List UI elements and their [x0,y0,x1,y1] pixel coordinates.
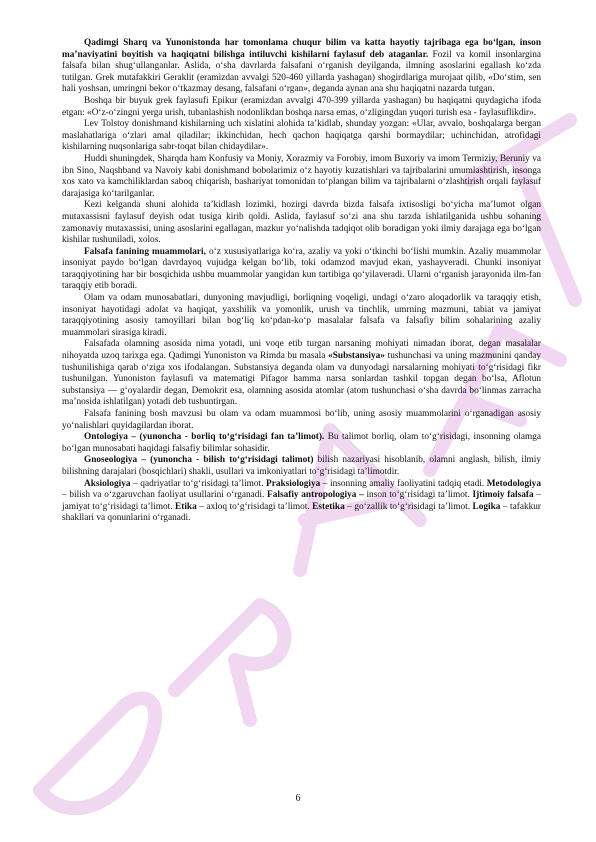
paragraph-text: – tafakkur shakllari va qonunlarini o‘rganadi. [62,501,542,524]
paragraph-text: Bu talimot borliq, olam to‘g‘risidagi, insonning olamga bo‘lgan munosabati haqidagi falsafiy bilimlar sohasidir. [62,432,541,454]
paragraph-text: Boshqa bir buyuk grek faylasufi Epikur (eramizdan avvalgi 470-399 yillarda yashagan) bu haqiqatni quydagicha ifoda etgan: «O‘z-o‘zingni yerga urish, tubanlashish nodonlikdan boshqa narsa emas, o‘zligingdan yuqori turish esa - faylasuflikdir». [62,95,541,118]
paragraph [62,119,541,154]
paragraph [62,293,541,339]
paragraph-text: – qadriyatlar to‘g‘risidagi ta’limot. [130,478,267,489]
paragraph [62,200,541,246]
paragraph-text: o‘z xususiyatlariga ko‘ra, azaliy va yoki o‘tkinchi bo‘lishi mumkin. Azaliy muammolar insoniyat paydo bo‘lgan davrdayoq vujudga kelgan bo‘lib, toki odamzod mavjud ekan, yashayveradi. Chunki insoniyat taraqqiyotining har bir bosqichida ushbu muammolar yangidan kun tartibiga qo‘yilaveradi. Ularni o‘rganish jarayonida ilm-fan taraqqiy etib boradi. [62,246,541,292]
paragraph-lead-bold: Qadimgi Sharq va Yunonistonda har tomonlama chuqur bilim va katta hayotiy tajribaga ega bo‘lgan, inson ma’naviyatini boyitish va haqiqatni bilishga intiluvchi kishilarni faylasuf deb ataganlar. [62,38,541,60]
paragraph-text: – bilish va o‘zgaruvchan faoliyat usullarini o‘rganadi. [62,490,268,501]
paragraph-text: – axloq to‘g‘risidagi ta’limot. [196,501,313,512]
term-bold: Metodologiya [486,478,541,489]
term-bold: Etika [175,501,197,512]
page-number: 6 [295,793,301,804]
paragraph-text: tushunchasi va uning mazmunini qanday tushunilishiga qarab o‘ziga xos ifodalangan. Substansiya deganda olam va dunyodagi narsalarning mohiyati to‘g‘risidagi fikr tushunilgan. Yunoniston faylasufi va matematigi Pifagor hamma narsa sonlardan tashkil topgan degan bo‘lsa, Aflotun substansiya — g‘oyalardir degan, Demokrit esa, olamning asosida atomlar (atom tushunchasi o‘sha davrda bo‘linmas zarracha ma’nosida ishlatilgan) yotadi deb tushuntirgan. [62,351,541,408]
paragraph [62,38,541,96]
paragraph [62,247,541,293]
paragraph-text: Kezi kelganda shuni alohida ta’kidlash lozimki, hozirgi davrda bizda falsafa ixtisosligi bo‘yicha ma’lumot olgan mutaxassisni faylasuf deyish odat tusiga kirib qoldi. Aslida, faylasuf so‘zi ana shu tarzda ishlatilganida ushbu sohaning zamonaviy mutaxassisi, uning asoslarini egallagan, mazkur yo‘nalishda tadqiqot olib boradigan yoki ilmiy darajaga ega bo‘lgan kishilar tushuniladi, xolos. [62,200,541,246]
term-bold: Praksiologiya [266,478,321,489]
paragraph-text: Olam va odam munosabatlari, dunyoning mavjudligi, borliqning voqeligi, undagi o‘zaro aloqadorlik va taraqqiy etish, insoniyat hayotidagi adolat va haqiqat, yaxshilik va yomonlik, urush va tinchlik, umrning mazmuni, tabiat va jamiyat taraqqiyotining asosiy tamoyillari bilan bog‘liq ko‘pdan-ko‘p masalalar falsafa va falsafiy bilim sohalarining azaliy muammolari sirasiga kiradi. [62,293,541,338]
paragraph [62,479,541,525]
paragraph-text: – insonning amaliy faoliyatini tadqiq etadi. [320,478,487,489]
paragraph-text: – jamiyat to‘g‘risidagi ta’limot. [62,490,541,512]
paragraph-text: Huddi shuningdek, Sharqda ham Konfusiy va Moniy, Xorazmiy va Forobiy, imom Buxoriy va imom Termiziy, Beruniy va ibn Sino, Naqshband va Navoiy kabi donishmand bobolarimiz o‘z hayotiy kuzatishlari va tajribalarini umumlashtirish, insonga xos xato va kamchiliklardan saboq chiqarish, bashariyat tomonidan to‘plangan bilim va tajribalarni o‘zlashtirish orqali faylasuf darajasiga ko‘tarilganlar. [62,153,541,199]
paragraph-text: inson to‘g‘risidagi ta’limot. [363,490,473,501]
term-bold: «Substansiya» [328,351,385,362]
term-bold: Logika [472,501,501,512]
term-bold: Aksiologiya [84,478,131,489]
term-bold: Estetika [312,501,345,512]
paragraph-lead-bold: Falsafa fanining muammolari, [84,246,206,257]
paragraph-text: Falsafada olamning asosida nima yotadi, uni voqe etib turgan narsaning mohiyati nimadan iborat, degan masalalar nihoyatda uzoq tarixga ega. Qadimgi Yunoniston va Rimda bu masala [62,339,541,362]
term-bold: Ijtimoiy falsafa [472,490,534,501]
paragraph [62,409,541,432]
paragraph [62,339,541,409]
paragraph-text: Falsafa fanining bosh mavzusi bu olam va odam muammosi bo‘lib, uning asosiy muammolarini o‘rganadigan asosiy yo‘nalishlari quyidagilardan iborat. [62,409,541,431]
paragraph [62,455,541,478]
paragraph-text: bilish nazariyasi hisoblanib, olamni anglash, bilish, ilmiy bilishning darajalari (bosqichlari) shakli, usullari va imkoniyatlari to‘g‘risidagi ta’limotdir. [62,455,541,477]
paragraph-text: Fozil va komil insonlargina falsafa bilan shug‘ullanganlar. Aslida, o‘sha davrlarda falsafani o‘rganish deyilganda, ilmning asoslarini egallash ko‘zda tutilgan. Grek mutafakkiri Geraklit (eramizdan avvalgi 520-460 yillarda yashagan) shogirdlariga murojaat qilib, «Do‘stim, sen hali yoshsan, umringni bekor o‘tkazmay desang, falsafani o‘rgan», deganda aynan ana shu haqiqatni nazarda tutgan. [62,49,541,95]
paragraph-text: Lev Tolstoy donishmand kishilarning uch xislatini alohida ta’kidlab, shunday yozgan: «Ular, avvalo, boshqalarga bergan maslahatlariga o‘zlari amal qiladilar; ikkinchidan, hech qachon haqiqatga qarshi bormaydilar; uchinchidan, atrofidagi kishilarning nuqsonlariga sabr-toqat bilan chidaydilar». [62,119,541,153]
paragraph-lead-bold: Ontologiya – (yunoncha - borliq to‘g‘risidagi fan ta’limot). [84,432,325,443]
paragraph-text: – go‘zallik to‘g‘risidagi ta’limot. [344,501,473,512]
document-body [62,38,541,525]
paragraph [62,96,541,119]
term-bold: Falsafiy antropologiya – [267,490,364,501]
paragraph-lead-bold: Gnoseologiya – (yunoncha - bilish to‘g‘risidagi talimot) [84,455,314,466]
paragraph [62,154,541,200]
paragraph [62,432,541,455]
